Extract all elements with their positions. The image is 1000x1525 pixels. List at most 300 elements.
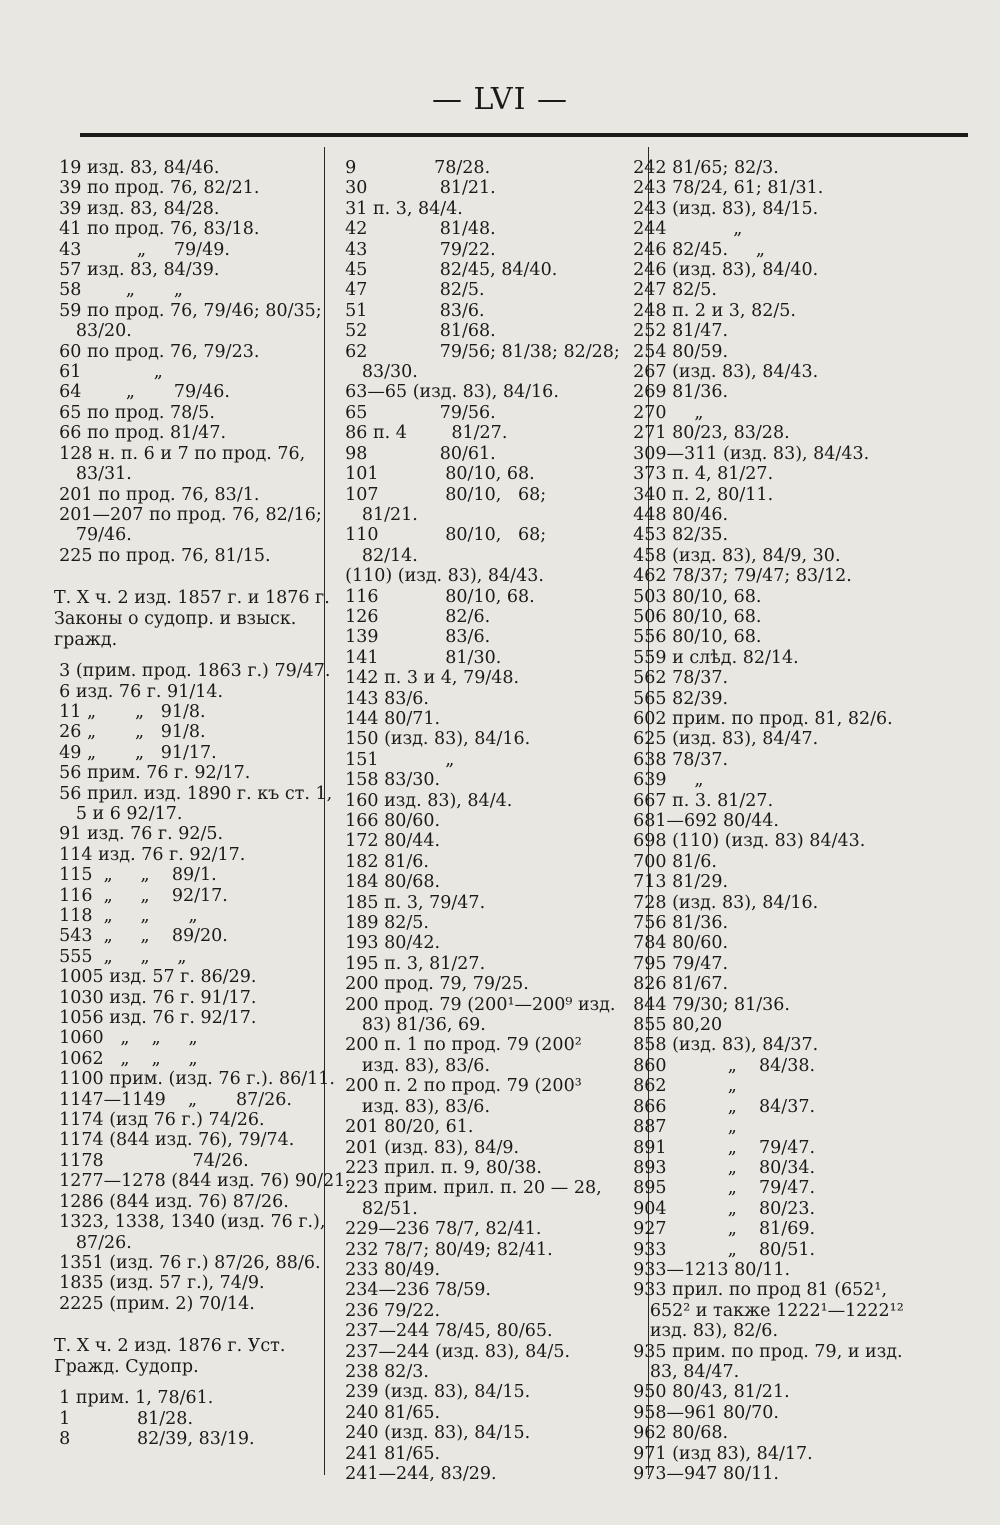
index-entry-text: 1147—1149 „ 87/26. — [48, 1089, 292, 1110]
index-entry — [622, 995, 962, 1015]
index-entry-text: 270 „ — [622, 402, 704, 423]
index-entry — [334, 1219, 640, 1239]
section-gap — [48, 1314, 336, 1336]
index-entry — [48, 444, 336, 464]
index-entry-text: 904 „ 80/23. — [622, 1198, 816, 1219]
index-entry — [334, 709, 640, 729]
index-entry-text: 1351 (изд. 76 г.) 87/26, 88/6. — [48, 1252, 321, 1273]
index-entry — [48, 926, 336, 946]
index-entry-text: 1323, 1338, 1340 (изд. 76 г.), — [48, 1212, 326, 1233]
index-entry-text: 236 79/22. — [334, 1300, 441, 1321]
index-entry-text: 698 (110) (изд. 83) 84/43. — [622, 831, 866, 852]
index-entry — [334, 954, 640, 974]
index-entry — [48, 865, 336, 885]
index-entry — [334, 1117, 640, 1137]
index-entry-text: 232 78/7; 80/49; 82/41. — [334, 1239, 553, 1260]
index-entry — [622, 1240, 962, 1260]
index-entry — [334, 158, 640, 178]
index-entry — [48, 485, 336, 505]
index-entry — [334, 933, 640, 953]
top-rule — [80, 133, 968, 137]
index-entry — [622, 1423, 962, 1443]
index-entry-text: 1062 „ „ „ — [48, 1048, 198, 1069]
index-entry-text: 3 (прим. прод. 1863 г.) 79/47. — [48, 661, 331, 682]
index-entry-text: 184 80/68. — [334, 872, 441, 893]
index-entry-text: 267 (изд. 83), 84/43. — [622, 362, 819, 383]
index-entry-text: 172 80/44. — [334, 831, 441, 852]
index-entry — [334, 444, 640, 464]
index-entry-text: 200 прод. 79 (200¹—200⁹ изд. — [334, 994, 616, 1015]
index-entry — [334, 1015, 640, 1035]
index-entry — [48, 423, 336, 443]
index-entry-text: 239 (изд. 83), 84/15. — [334, 1382, 531, 1403]
index-entry — [622, 403, 962, 423]
index-entry — [48, 1212, 336, 1232]
index-entry-text: 247 82/5. — [622, 280, 717, 301]
index-entry-text: 933—1213 80/11. — [622, 1259, 791, 1280]
index-entry-text: 45 82/45, 84/40. — [334, 260, 558, 281]
section-gap — [48, 566, 336, 588]
index-entry-text: 87/26. — [48, 1232, 132, 1253]
index-entry-text: 1100 прим. (изд. 76 г.). 86/11. — [48, 1069, 335, 1090]
index-entry — [48, 1388, 336, 1408]
index-entry — [334, 280, 640, 300]
index-entry-text: 1835 (изд. 57 г.), 74/9. — [48, 1273, 265, 1294]
index-entry-text: 728 (изд. 83), 84/16. — [622, 892, 819, 913]
index-entry — [48, 464, 336, 484]
index-entry-text: 8 82/39, 83/19. — [48, 1428, 255, 1449]
index-entry — [48, 158, 336, 178]
index-entry-text: 862 „ — [622, 1076, 737, 1097]
index-entry — [622, 525, 962, 545]
index-entry-text: 141 81/30. — [334, 647, 502, 668]
index-entry-text: 639 „ — [622, 770, 704, 791]
index-entry — [622, 301, 962, 321]
index-entry-text: 144 80/71. — [334, 708, 441, 729]
index-entry-text: 713 81/29. — [622, 872, 729, 893]
index-entry — [334, 1138, 640, 1158]
index-entry-text: 39 изд. 83, 84/28. — [48, 198, 220, 219]
index-entry — [622, 1362, 962, 1382]
index-entry — [48, 321, 336, 341]
index-entry — [334, 464, 640, 484]
index-entry — [622, 709, 962, 729]
index-entry — [622, 199, 962, 219]
index-entry — [334, 729, 640, 749]
index-entry-text: 555 „ „ „ — [48, 946, 187, 967]
index-entry-text: 895 „ 79/47. — [622, 1178, 816, 1199]
index-entry-text: 6 изд. 76 г. 91/14. — [48, 681, 224, 702]
index-entry — [334, 1260, 640, 1280]
index-entry — [48, 1110, 336, 1130]
index-entry — [334, 995, 640, 1015]
index-entry-text: 158 83/30. — [334, 770, 441, 791]
index-entry — [334, 1199, 640, 1219]
index-entry-text: 66 по прод. 81/47. — [48, 423, 227, 444]
index-entry-text: 887 „ — [622, 1117, 737, 1138]
index-entry-text: 254 80/59. — [622, 341, 729, 362]
index-entry — [622, 382, 962, 402]
index-entry-text: 201—207 по прод. 76, 82/16; — [48, 504, 322, 525]
index-entry-text: изд. 83), 83/6. — [334, 1096, 491, 1117]
index-entry — [622, 627, 962, 647]
index-entry — [622, 342, 962, 362]
index-entry-text: 1 81/28. — [48, 1408, 194, 1429]
index-entry — [622, 1158, 962, 1178]
index-entry-text: 62 79/56; 81/38; 82/28; — [334, 341, 620, 362]
index-entry-text: 61 „ — [48, 362, 163, 383]
index-entry — [48, 845, 336, 865]
index-entry-text: 866 „ 84/37. — [622, 1096, 816, 1117]
index-entry-text: 5 и 6 92/17. — [48, 803, 183, 824]
index-entry-text: 52 81/68. — [334, 321, 496, 342]
index-entry-text: 891 „ 79/47. — [622, 1137, 816, 1158]
index-entry — [48, 382, 336, 402]
index-entry — [334, 1076, 640, 1096]
index-entry-text: 19 изд. 83, 84/46. — [48, 158, 220, 178]
index-entry — [334, 607, 640, 627]
index-entry — [622, 1444, 962, 1464]
index-entry — [622, 158, 962, 178]
index-entry-text: 269 81/36. — [622, 382, 729, 403]
index-entry — [334, 750, 640, 770]
index-entry-text: 241—244, 83/29. — [334, 1464, 497, 1484]
index-entry-text: 79/46. — [48, 525, 132, 546]
index-entry — [48, 505, 336, 525]
index-entry — [48, 1028, 336, 1048]
index-entry-text: 42 81/48. — [334, 219, 496, 240]
index-entry-text: 59 по прод. 76, 79/46; 80/35; — [48, 300, 322, 321]
index-entry-text: 855 80,20 — [622, 1015, 723, 1036]
section-heading — [48, 1336, 336, 1378]
index-entry-text: 971 (изд 83), 84/17. — [622, 1443, 813, 1464]
index-entry — [334, 566, 640, 586]
index-entry — [622, 423, 962, 443]
index-entry-text: 201 80/20, 61. — [334, 1117, 474, 1138]
index-entry — [48, 1294, 336, 1314]
index-entry — [334, 1035, 640, 1055]
index-entry-text: 195 п. 3, 81/27. — [334, 953, 486, 974]
index-entry-text: изд. 83), 83/6. — [334, 1055, 491, 1076]
index-entry-text: 933 „ 80/51. — [622, 1239, 816, 1260]
index-entry — [622, 485, 962, 505]
index-entry-text: 565 82/39. — [622, 688, 729, 709]
index-entry-text: 11 „ „ 91/8. — [48, 701, 206, 722]
index-entry-text: 1277—1278 (844 изд. 76) 90/21. — [48, 1171, 351, 1192]
index-entry-text: 243 78/24, 61; 81/31. — [622, 178, 824, 199]
index-column-3 — [622, 158, 962, 1484]
index-entry-text: 65 79/56. — [334, 402, 496, 423]
index-entry-text: 2225 (прим. 2) 70/14. — [48, 1293, 255, 1314]
index-entry-text: 893 „ 80/34. — [622, 1157, 816, 1178]
index-entry — [622, 872, 962, 892]
index-entry-text: 126 82/6. — [334, 606, 491, 627]
index-entry — [622, 1403, 962, 1423]
index-entry — [622, 321, 962, 341]
index-entry — [48, 988, 336, 1008]
index-entry-text: 1060 „ „ „ — [48, 1028, 198, 1049]
index-entry — [334, 1382, 640, 1402]
index-column-2 — [334, 158, 640, 1484]
index-entry — [622, 505, 962, 525]
index-entry — [48, 1171, 351, 1192]
index-entry — [334, 668, 640, 688]
index-entry — [48, 947, 336, 967]
index-entry-text: 116 80/10, 68. — [334, 586, 535, 607]
index-entry — [334, 423, 640, 443]
index-entry-text: 373 п. 4, 81/27. — [622, 464, 774, 485]
index-entry — [622, 362, 962, 382]
index-entry-text: 1030 изд. 76 г. 91/17. — [48, 987, 257, 1008]
index-entry — [334, 382, 640, 402]
index-entry — [48, 1049, 336, 1069]
index-entry — [48, 1273, 336, 1293]
index-entry-text: 844 79/30; 81/36. — [622, 994, 790, 1015]
index-entry-text: 602 прим. по прод. 81, 82/6. — [622, 708, 893, 729]
section-heading — [48, 588, 336, 651]
index-entry — [334, 178, 640, 198]
index-entry-text: 58 „ „ — [48, 280, 183, 301]
index-entry — [622, 852, 962, 872]
index-entry — [622, 648, 962, 668]
index-entry-text: 248 п. 2 и 3, 82/5. — [622, 300, 796, 321]
index-entry-text: 9 78/28. — [334, 158, 491, 178]
index-entry — [334, 648, 640, 668]
index-entry — [48, 1233, 336, 1253]
index-entry — [48, 1151, 336, 1171]
index-entry-text: 453 82/35. — [622, 525, 729, 546]
index-entry — [334, 199, 640, 219]
index-entry-text: 271 80/23, 83/28. — [622, 423, 790, 444]
index-entry — [48, 260, 336, 280]
index-entry — [622, 1219, 962, 1239]
index-entry — [48, 784, 336, 804]
index-entry-text: 244 „ — [622, 219, 743, 240]
index-entry-text: 458 (изд. 83), 84/9, 30. — [622, 545, 841, 566]
index-entry — [334, 1362, 640, 1382]
index-entry — [334, 1301, 640, 1321]
index-entry-text: 51 83/6. — [334, 300, 485, 321]
index-entry — [622, 1382, 962, 1402]
index-entry-text: 340 п. 2, 80/11. — [622, 484, 774, 505]
index-entry-text: 795 79/47. — [622, 953, 729, 974]
index-entry — [334, 525, 640, 545]
index-entry — [622, 1015, 962, 1035]
page-number: — LVI — — [432, 82, 568, 117]
index-entry-text: 107 80/10, 68; — [334, 484, 547, 505]
index-entry — [334, 219, 640, 239]
index-entry — [48, 804, 336, 824]
index-entry — [622, 260, 962, 280]
index-entry-text: 1056 изд. 76 г. 92/17. — [48, 1008, 257, 1029]
index-entry-text: 43 „ 79/49. — [48, 239, 230, 260]
index-entry-text: 243 (изд. 83), 84/15. — [622, 198, 819, 219]
index-entry — [48, 661, 336, 681]
index-entry — [334, 321, 640, 341]
index-entry — [48, 1090, 336, 1110]
index-entry-text: 65 по прод. 78/5. — [48, 402, 215, 423]
index-entry — [48, 240, 336, 260]
index-entry-text: 246 (изд. 83), 84/40. — [622, 260, 819, 281]
index-entry-text: 151 „ — [334, 749, 455, 770]
index-entry — [334, 1097, 640, 1117]
index-entry — [334, 240, 640, 260]
index-entry-text: 200 п. 2 по прод. 79 (200³ — [334, 1076, 582, 1097]
index-entry-text: 166 80/60. — [334, 811, 441, 831]
index-entry-text: 652² и также 1222¹—1222¹² — [622, 1300, 904, 1321]
section-heading-text: Т. X ч. 2 изд. 1876 г. Уст. Гражд. Судопр. — [54, 1336, 291, 1378]
index-entry-text: 556 80/10, 68. — [622, 627, 762, 648]
index-entry — [334, 689, 640, 709]
index-entry-text: 756 81/36. — [622, 913, 729, 934]
index-entry-text: 200 п. 1 по прод. 79 (200² — [334, 1035, 582, 1056]
index-entry-text: 1174 (изд 76 г.) 74/26. — [48, 1110, 265, 1131]
index-entry-text: 246 82/45. „ — [622, 239, 765, 260]
index-entry — [48, 682, 336, 702]
index-entry — [622, 587, 962, 607]
index-entry-text: 962 80/68. — [622, 1423, 729, 1444]
index-entry-text: 83, 84/47. — [622, 1361, 740, 1382]
index-entry-text: 638 78/37. — [622, 749, 729, 770]
index-entry — [622, 1056, 962, 1076]
index-entry — [334, 852, 640, 872]
index-entry — [48, 342, 336, 362]
index-entry-text: 185 п. 3, 79/47. — [334, 892, 486, 913]
index-entry-text: 56 прил. изд. 1890 г. къ ст. 1, — [48, 783, 333, 804]
index-entry — [334, 403, 640, 423]
index-entry-text: 82/51. — [334, 1198, 418, 1219]
index-entry-text: 193 80/42. — [334, 933, 441, 954]
index-entry — [48, 722, 336, 742]
index-entry-text: 240 81/65. — [334, 1402, 441, 1423]
index-entry — [622, 1199, 962, 1219]
index-entry-text: 83/20. — [48, 321, 132, 342]
index-entry-text: 115 „ „ 89/1. — [48, 865, 217, 886]
index-entry — [48, 906, 336, 926]
index-entry-text: 128 н. п. 6 и 7 по прод. 76, — [48, 443, 306, 464]
index-entry-text: 1174 (844 изд. 76), 79/74. — [48, 1130, 295, 1151]
index-entry-text: 237—244 78/45, 80/65. — [334, 1321, 553, 1342]
index-entry — [622, 1280, 962, 1300]
index-entry — [334, 1280, 640, 1300]
index-entry-text: 83/30. — [334, 362, 418, 383]
index-entry — [622, 974, 962, 994]
index-entry — [334, 301, 640, 321]
index-entry-text: 200 прод. 79, 79/25. — [334, 974, 529, 995]
index-entry-text: изд. 83), 82/6. — [622, 1321, 779, 1342]
index-entry-text: 238 82/3. — [334, 1361, 429, 1382]
index-entry-text: 101 80/10, 68. — [334, 464, 535, 485]
index-entry-text: 309—311 (изд. 83), 84/43. — [622, 443, 870, 464]
index-entry — [48, 403, 336, 423]
index-entry — [334, 627, 640, 647]
index-entry — [622, 280, 962, 300]
index-entry — [334, 1423, 640, 1443]
index-entry-text: 47 82/5. — [334, 280, 485, 301]
index-entry — [334, 770, 640, 790]
index-entry-text: 91 изд. 76 г. 92/5. — [48, 824, 224, 845]
index-entry — [334, 1444, 640, 1464]
index-entry-text: 860 „ 84/38. — [622, 1055, 816, 1076]
index-entry — [334, 1464, 640, 1484]
index-entry — [334, 260, 640, 280]
index-entry-text: 114 изд. 76 г. 92/17. — [48, 844, 246, 865]
index-column-1 — [48, 158, 351, 1449]
index-entry — [48, 1253, 336, 1273]
index-entry — [622, 607, 962, 627]
index-entry — [622, 444, 962, 464]
index-entry-text: (110) (изд. 83), 84/43. — [334, 566, 544, 587]
index-entry — [334, 1403, 640, 1423]
index-entry — [622, 791, 962, 811]
index-entry-text: 1 прим. 1, 78/61. — [48, 1388, 214, 1409]
index-entry — [334, 1321, 640, 1341]
index-entry — [622, 770, 962, 790]
index-entry-text: 43 79/22. — [334, 239, 496, 260]
index-entry-text: 973—947 80/11. — [622, 1464, 779, 1484]
index-entry — [334, 1056, 640, 1076]
index-entry-text: 83) 81/36, 69. — [334, 1015, 486, 1036]
index-entry-text: 667 п. 3. 81/27. — [622, 790, 774, 811]
index-entry — [622, 1117, 962, 1137]
index-entry-text: 81/21. — [334, 504, 418, 525]
index-entry-text: 237—244 (изд. 83), 84/5. — [334, 1341, 571, 1362]
index-entry — [622, 954, 962, 974]
index-entry-text: 63—65 (изд. 83), 84/16. — [334, 382, 559, 403]
index-entry-text: 143 83/6. — [334, 688, 429, 709]
index-entry-text: 543 „ „ 89/20. — [48, 926, 228, 947]
index-entry — [622, 1321, 962, 1341]
index-entry — [622, 811, 962, 831]
index-entry-text: 116 „ „ 92/17. — [48, 885, 228, 906]
index-entry-text: 950 80/43, 81/21. — [622, 1382, 790, 1403]
index-entry — [334, 362, 640, 382]
index-entry — [48, 1192, 336, 1212]
index-entry-text: 160 изд. 83), 84/4. — [334, 790, 513, 811]
index-entry-text: 31 п. 3, 84/4. — [334, 198, 463, 219]
index-entry — [622, 750, 962, 770]
index-entry — [48, 525, 336, 545]
index-entry — [622, 178, 962, 198]
index-entry-text: 1178 74/26. — [48, 1150, 249, 1171]
index-entry-text: 60 по прод. 76, 79/23. — [48, 341, 260, 362]
index-entry — [48, 280, 336, 300]
index-entry-text: 201 (изд. 83), 84/9. — [334, 1137, 520, 1158]
index-entry-text: 935 прим. по прод. 79, и изд. — [622, 1341, 903, 1362]
index-entry-text: 826 81/67. — [622, 974, 729, 995]
index-entry — [622, 1301, 962, 1321]
index-entry — [48, 199, 336, 219]
index-entry — [48, 178, 336, 198]
index-entry — [48, 743, 336, 763]
index-entry — [334, 974, 640, 994]
index-entry-text: 82/14. — [334, 545, 418, 566]
index-entry-text: 462 78/37; 79/47; 83/12. — [622, 566, 852, 587]
index-entry — [622, 1138, 962, 1158]
index-entry-text: 933 прил. по прод 81 (652¹, — [622, 1280, 888, 1301]
index-entry-text: 506 80/10, 68. — [622, 606, 762, 627]
index-entry — [334, 587, 640, 607]
index-entry-text: 98 80/61. — [334, 443, 496, 464]
index-entry — [622, 1464, 962, 1484]
index-entry — [334, 811, 640, 831]
index-entry-text: 233 80/49. — [334, 1259, 441, 1280]
index-entry-text: 39 по прод. 76, 82/21. — [48, 178, 260, 199]
index-entry-text: 150 (изд. 83), 84/16. — [334, 729, 531, 750]
index-entry — [622, 464, 962, 484]
index-entry — [622, 668, 962, 688]
index-entry — [622, 1260, 962, 1280]
